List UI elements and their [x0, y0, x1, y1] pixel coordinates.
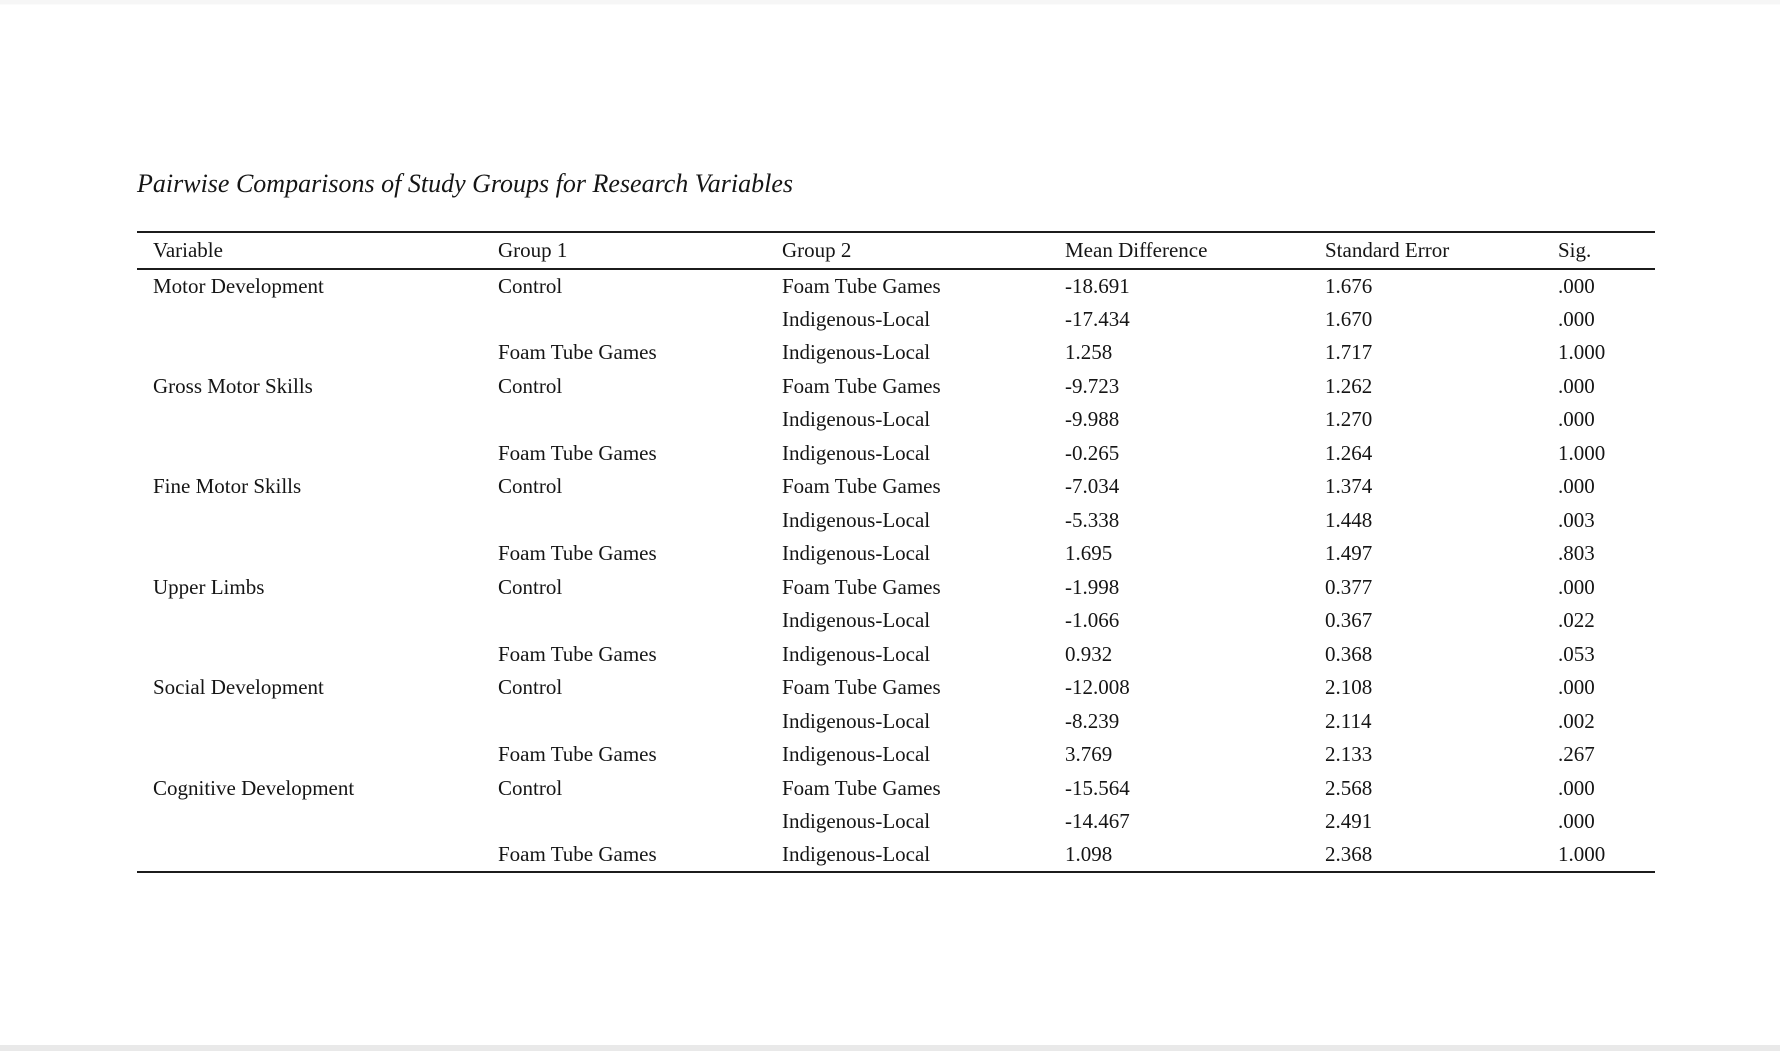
cell-group1: Control — [498, 273, 563, 298]
table-row — [137, 805, 1655, 839]
cell-variable — [137, 336, 482, 370]
cell-standard-error: 1.374 — [1325, 474, 1373, 499]
cell-group1: Foam Tube Games — [498, 842, 657, 867]
cell-group2: Indigenous-Local — [782, 809, 931, 834]
cell-standard-error: 2.368 — [1325, 842, 1373, 867]
table-row — [137, 839, 1655, 873]
cell-mean-difference: -14.467 — [1065, 809, 1130, 834]
cell-mean-difference: 1.258 — [1065, 340, 1113, 365]
cell-mean-difference: -12.008 — [1065, 675, 1130, 700]
cell-group1 — [482, 403, 766, 437]
cell-group2: Indigenous-Local — [782, 742, 931, 767]
table-row — [137, 504, 1655, 538]
cell-variable — [137, 805, 482, 839]
cell-sig: .002 — [1558, 708, 1595, 733]
cell-group2: Indigenous-Local — [782, 340, 931, 365]
cell-mean-difference: -18.691 — [1065, 273, 1130, 298]
cell-sig: .803 — [1558, 541, 1595, 566]
cell-standard-error: 2.108 — [1325, 675, 1373, 700]
cell-variable — [137, 738, 482, 772]
cell-group1: Control — [498, 574, 563, 599]
cell-variable: Fine Motor Skills — [153, 474, 302, 499]
table-header-row — [137, 232, 1655, 269]
cell-group2: Foam Tube Games — [782, 675, 941, 700]
cell-variable — [137, 638, 482, 672]
cell-group2: Indigenous-Local — [782, 708, 931, 733]
table-row — [137, 537, 1655, 571]
table-title: Pairwise Comparisons of Study Groups for Research Variables — [137, 169, 794, 198]
cell-standard-error: 0.367 — [1325, 608, 1373, 633]
cell-group1 — [482, 705, 766, 739]
cell-standard-error: 1.448 — [1325, 507, 1373, 532]
table-row — [137, 638, 1655, 672]
page-bottom-edge — [0, 1045, 1780, 1051]
cell-sig: .000 — [1558, 373, 1595, 398]
column-header-standard-error: Standard Error — [1309, 232, 1542, 269]
cell-group2: Indigenous-Local — [782, 507, 931, 532]
cell-mean-difference: -0.265 — [1065, 440, 1120, 465]
cell-sig: 1.000 — [1558, 440, 1606, 465]
page-top-edge — [0, 0, 1780, 5]
cell-mean-difference: 1.695 — [1065, 541, 1113, 566]
column-header-sig: Sig. — [1542, 232, 1655, 269]
cell-mean-difference: -7.034 — [1065, 474, 1120, 499]
cell-standard-error: 1.270 — [1325, 407, 1373, 432]
cell-sig: .003 — [1558, 507, 1595, 532]
cell-sig: .053 — [1558, 641, 1595, 666]
cell-group1: Foam Tube Games — [498, 641, 657, 666]
cell-standard-error: 1.670 — [1325, 306, 1373, 331]
cell-standard-error: 1.717 — [1325, 340, 1373, 365]
cell-group2: Foam Tube Games — [782, 574, 941, 599]
cell-sig: .000 — [1558, 809, 1595, 834]
cell-mean-difference: -15.564 — [1065, 775, 1130, 800]
cell-sig: .022 — [1558, 608, 1595, 633]
cell-mean-difference: -17.434 — [1065, 306, 1130, 331]
cell-group2: Foam Tube Games — [782, 373, 941, 398]
cell-group1 — [482, 805, 766, 839]
cell-group1: Control — [498, 675, 563, 700]
cell-mean-difference: -9.723 — [1065, 373, 1120, 398]
cell-mean-difference: 3.769 — [1065, 742, 1113, 767]
cell-standard-error: 2.114 — [1325, 708, 1372, 733]
cell-group1: Foam Tube Games — [498, 541, 657, 566]
cell-variable: Social Development — [153, 675, 324, 700]
column-header-variable: Variable — [137, 232, 482, 269]
cell-variable — [137, 839, 482, 873]
table-row — [137, 705, 1655, 739]
cell-group1: Foam Tube Games — [498, 440, 657, 465]
table-row — [137, 604, 1655, 638]
table-row — [137, 738, 1655, 772]
column-header-mean-difference: Mean Difference — [1049, 232, 1309, 269]
cell-variable — [137, 705, 482, 739]
cell-standard-error: 1.264 — [1325, 440, 1373, 465]
table-row — [137, 571, 1655, 605]
cell-variable — [137, 537, 482, 571]
table-header — [137, 232, 1655, 269]
table-row — [137, 403, 1655, 437]
cell-standard-error: 1.497 — [1325, 541, 1373, 566]
cell-group2: Indigenous-Local — [782, 440, 931, 465]
cell-mean-difference: 1.098 — [1065, 842, 1113, 867]
table-row — [137, 269, 1655, 303]
table-row — [137, 303, 1655, 337]
cell-sig: .000 — [1558, 775, 1595, 800]
cell-variable: Motor Development — [153, 273, 324, 298]
cell-group2: Foam Tube Games — [782, 273, 941, 298]
cell-standard-error: 0.377 — [1325, 574, 1373, 599]
table-row — [137, 437, 1655, 471]
cell-variable — [137, 604, 482, 638]
cell-standard-error: 2.491 — [1325, 809, 1373, 834]
cell-group2: Indigenous-Local — [782, 608, 931, 633]
cell-group1 — [482, 604, 766, 638]
cell-group2: Indigenous-Local — [782, 306, 931, 331]
cell-group1: Foam Tube Games — [498, 340, 657, 365]
cell-sig: .000 — [1558, 407, 1595, 432]
cell-sig: .267 — [1558, 742, 1595, 767]
column-header-group1: Group 1 — [482, 232, 766, 269]
cell-group2: Indigenous-Local — [782, 842, 931, 867]
cell-group1: Control — [498, 775, 563, 800]
pairwise-comparisons-table — [137, 231, 1655, 873]
table-row — [137, 470, 1655, 504]
cell-group2: Foam Tube Games — [782, 775, 941, 800]
cell-mean-difference: -5.338 — [1065, 507, 1120, 532]
cell-group1: Control — [498, 373, 563, 398]
table-row — [137, 671, 1655, 705]
cell-standard-error: 2.133 — [1325, 742, 1373, 767]
cell-sig: .000 — [1558, 273, 1595, 298]
cell-variable — [137, 403, 482, 437]
cell-group2: Indigenous-Local — [782, 407, 931, 432]
cell-sig: 1.000 — [1558, 842, 1606, 867]
cell-sig: 1.000 — [1558, 340, 1606, 365]
cell-group2: Indigenous-Local — [782, 641, 931, 666]
cell-group1: Foam Tube Games — [498, 742, 657, 767]
table-row — [137, 370, 1655, 404]
cell-group1 — [482, 303, 766, 337]
cell-group1: Control — [498, 474, 563, 499]
cell-standard-error: 1.676 — [1325, 273, 1373, 298]
cell-variable — [137, 303, 482, 337]
cell-variable: Gross Motor Skills — [153, 373, 313, 398]
column-header-group2: Group 2 — [766, 232, 1049, 269]
cell-mean-difference: -1.066 — [1065, 608, 1120, 633]
cell-group2: Indigenous-Local — [782, 541, 931, 566]
table-row — [137, 772, 1655, 806]
cell-sig: .000 — [1558, 306, 1595, 331]
cell-sig: .000 — [1558, 574, 1595, 599]
cell-sig: .000 — [1558, 675, 1595, 700]
cell-standard-error: 0.368 — [1325, 641, 1373, 666]
cell-standard-error: 2.568 — [1325, 775, 1373, 800]
cell-variable — [137, 504, 482, 538]
cell-variable — [137, 437, 482, 471]
cell-standard-error: 1.262 — [1325, 373, 1373, 398]
cell-variable: Upper Limbs — [153, 574, 265, 599]
table-body — [137, 269, 1655, 872]
cell-group2: Foam Tube Games — [782, 474, 941, 499]
cell-group1 — [482, 504, 766, 538]
cell-mean-difference: 0.932 — [1065, 641, 1113, 666]
cell-mean-difference: -1.998 — [1065, 574, 1120, 599]
cell-mean-difference: -9.988 — [1065, 407, 1120, 432]
cell-mean-difference: -8.239 — [1065, 708, 1120, 733]
table-row — [137, 336, 1655, 370]
cell-sig: .000 — [1558, 474, 1595, 499]
cell-variable: Cognitive Development — [153, 775, 355, 800]
